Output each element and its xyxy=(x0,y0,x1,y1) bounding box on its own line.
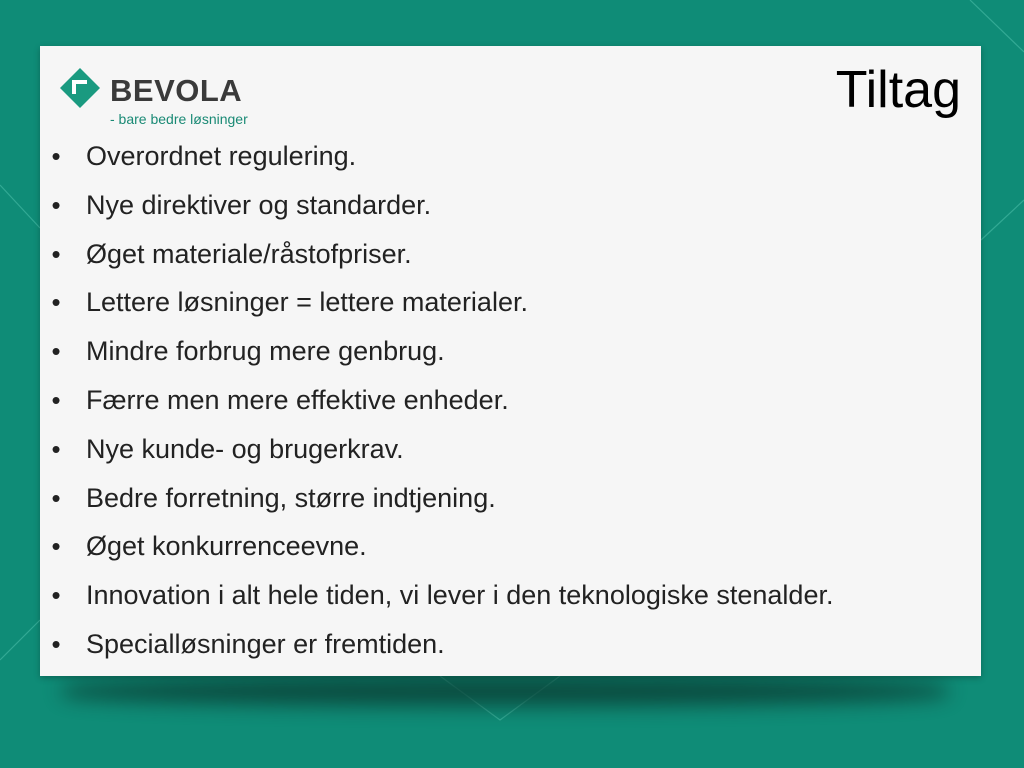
slide-card xyxy=(40,46,981,676)
bullet-text: Mindre forbrug mere genbrug. xyxy=(86,336,445,367)
bullet-text: Færre men mere effektive enheder. xyxy=(86,384,509,415)
bullet-text: Bedre forretning, større indtjening. xyxy=(86,482,496,513)
bullet-icon: • xyxy=(51,433,61,464)
bullet-item xyxy=(48,327,833,376)
bullet-item xyxy=(48,425,833,474)
bevola-diamond-icon xyxy=(60,68,100,108)
bevola-logo xyxy=(60,68,260,132)
bullet-item xyxy=(48,278,833,327)
bullet-icon: • xyxy=(51,336,61,367)
bullet-icon: • xyxy=(51,189,61,220)
bullet-icon: • xyxy=(51,141,61,171)
bullet-icon: • xyxy=(51,580,61,611)
bullet-text: Øget materiale/råstofpriser. xyxy=(86,238,412,269)
bullet-icon: • xyxy=(51,384,61,415)
bullet-item xyxy=(48,376,833,425)
bullet-text: Nye direktiver og standarder. xyxy=(86,189,432,220)
bullet-list xyxy=(48,132,833,669)
bullet-icon: • xyxy=(51,531,61,562)
bullet-text: Specialløsninger er fremtiden. xyxy=(86,628,445,659)
slide-shadow xyxy=(62,676,948,706)
bullet-icon: • xyxy=(51,482,61,513)
bullet-item xyxy=(48,132,833,181)
bullet-item xyxy=(48,181,833,230)
bullet-text: Innovation i alt hele tiden, vi lever i den teknologiske stenalder. xyxy=(86,580,834,611)
bullet-text: Nye kunde- og brugerkrav. xyxy=(86,433,404,464)
bullet-text: Øget konkurrenceevne. xyxy=(86,531,367,562)
bullet-item xyxy=(48,522,833,571)
bullet-item xyxy=(48,620,833,669)
bullet-icon: • xyxy=(51,628,61,659)
bullet-item xyxy=(48,230,833,279)
bullet-icon: • xyxy=(51,287,61,318)
bullet-text: Lettere løsninger = lettere materialer. xyxy=(86,287,528,318)
bullet-item xyxy=(48,474,833,523)
slide-title: Tiltag xyxy=(835,61,961,119)
bullet-icon: • xyxy=(51,238,61,269)
logo-wordmark: BEVOLA xyxy=(110,73,243,108)
bullet-item xyxy=(48,571,833,620)
logo-tagline: - bare bedre løsninger xyxy=(110,111,248,127)
bullet-text: Overordnet regulering. xyxy=(86,141,357,171)
